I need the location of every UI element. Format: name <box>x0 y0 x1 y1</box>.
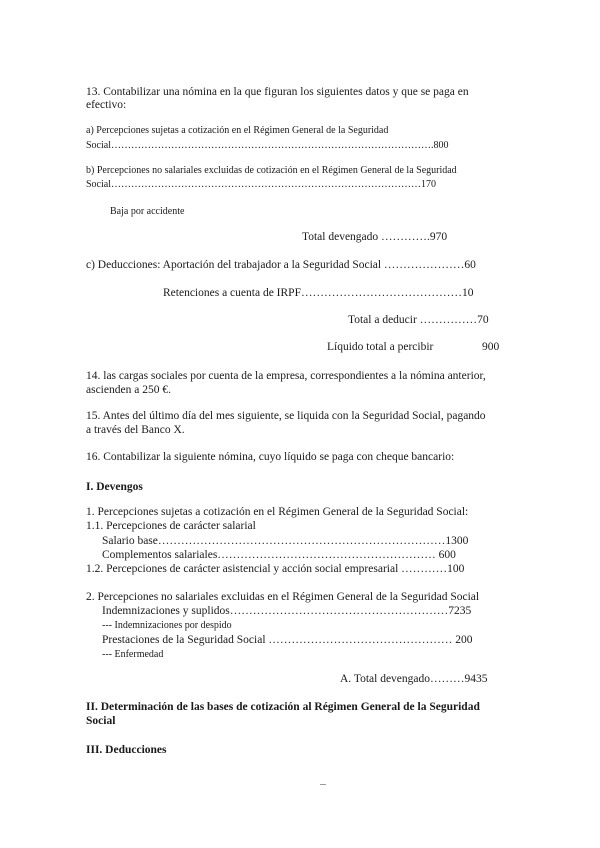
percepciones-asistenciales: 1.2. Percepciones de carácter asistencial y acción social empresarial …………100 <box>86 563 465 575</box>
ex13-deducciones: c) Deducciones: Aportación del trabajador a la Seguridad Social …………………60 <box>86 259 476 271</box>
ex13-item-a-line2: Social…………………………………………………………………………………….800 <box>86 140 449 151</box>
ex13-baja-accidente: Baja por accidente <box>110 206 185 217</box>
ex13-total-deducir: Total a deducir ……………70 <box>348 314 489 326</box>
prestaciones-seguridad-social: Prestaciones de la Seguridad Social ………………………………………… 200 <box>102 634 473 646</box>
indemnizaciones-despido: --- Indemnizaciones por despido <box>102 620 232 631</box>
ex13-retenciones: Retenciones a cuenta de IRPF……………………………………10 <box>163 287 474 299</box>
ex13-liquido-value: 900 <box>482 341 500 353</box>
enfermedad: --- Enfermedad <box>102 649 164 660</box>
ex13-title-line1: 13. Contabilizar una nómina en la que figuran los siguientes datos y que se paga en <box>86 86 469 98</box>
heading-devengos: I. Devengos <box>86 481 143 493</box>
ex15-line1: 15. Antes del último día del mes siguiente, se liquida con la Seguridad Social, pagando <box>86 410 486 422</box>
ex13-item-b-line2: Social…………………………………………………………………………………170 <box>86 179 436 190</box>
ex16-title: 16. Contabilizar la siguiente nómina, cuyo líquido se paga con cheque bancario: <box>86 451 455 463</box>
indemnizaciones-suplidos: Indemnizaciones y suplidos…………………………………………………7235 <box>102 605 472 617</box>
percepciones-sujetas-title: 1. Percepciones sujetas a cotización en el Régimen General de la Seguridad Social: <box>86 506 469 518</box>
page-mark <box>320 784 326 785</box>
ex13-title-line2: efectivo: <box>86 99 127 111</box>
salario-base: Salario base…………………………………………………………………1300 <box>102 535 469 547</box>
ex15-line2: a través del Banco X. <box>86 424 185 436</box>
ex13-item-b-line1: b) Percepciones no salariales excluidas de cotización en el Régimen General de la Seguridad <box>86 165 457 176</box>
ex14-line1: 14. las cargas sociales por cuenta de la empresa, correspondientes a la nómina anterior, <box>86 370 486 382</box>
heading-bases-cotizacion-line2: Social <box>86 715 116 727</box>
heading-deducciones: III. Deducciones <box>86 744 167 756</box>
percepciones-no-salariales-title: 2. Percepciones no salariales excluidas en el Régimen General de la Seguridad Social <box>86 591 480 603</box>
percepciones-salariales: 1.1. Percepciones de carácter salarial <box>86 520 256 532</box>
ex13-item-a-line1: a) Percepciones sujetas a cotización en el Régimen General de la Seguridad <box>86 125 389 136</box>
ex13-liquido-label: Líquido total a percibir <box>327 341 434 353</box>
ex16-total-devengado: A. Total devengado………9435 <box>340 673 488 685</box>
complementos-salariales: Complementos salariales………………………………………………… 600 <box>102 549 456 561</box>
heading-bases-cotizacion-line1: II. Determinación de las bases de cotización al Régimen General de la Seguridad <box>86 701 480 713</box>
ex13-total-devengado: Total devengado ………….970 <box>302 231 448 243</box>
ex14-line2: ascienden a 250 €. <box>86 384 171 396</box>
